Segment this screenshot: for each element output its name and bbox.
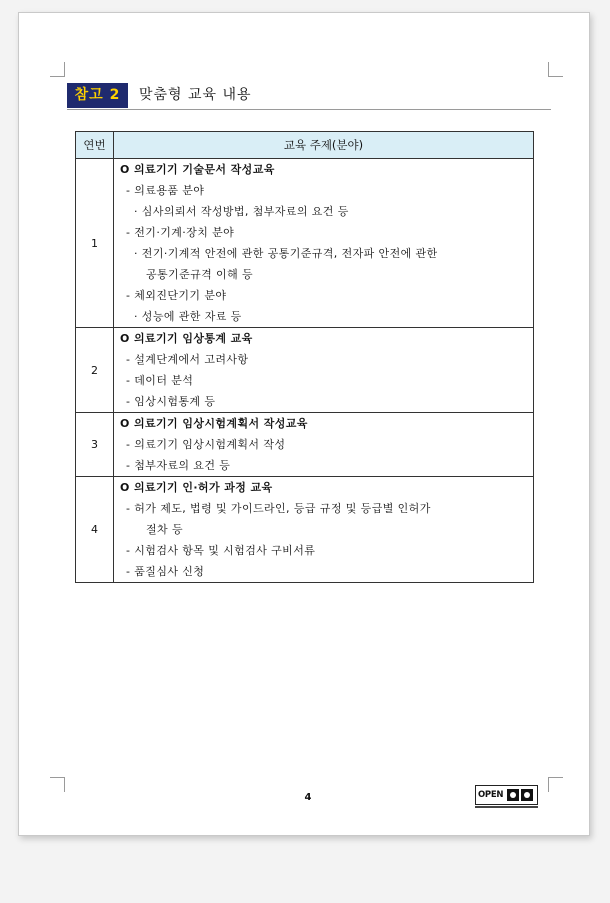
open-logo-text: OPEN: [478, 790, 504, 800]
topic-line: 공통기준규격 이해 등: [146, 268, 254, 281]
row-topic: [114, 159, 534, 328]
table-row: [76, 328, 534, 413]
topic-line: - 의료용품 분야: [126, 184, 205, 197]
table-row: [76, 477, 534, 583]
row-number: 1: [76, 159, 114, 328]
section-title: 맞춤형 교육 내용: [139, 87, 252, 103]
topic-line: - 품질심사 신청: [126, 565, 205, 578]
topic-line: - 의료기기 임상시험계획서 작성: [126, 438, 286, 451]
row-number: 3: [76, 413, 114, 477]
header-topic: 교육 주제(분야): [114, 132, 534, 159]
topic-line: - 전기·기계·장치 분야: [126, 226, 235, 239]
topic-line: 절차 등: [146, 523, 183, 536]
crop-mark-top-right: [548, 62, 563, 77]
table-row: [76, 413, 534, 477]
row-topic: [114, 413, 534, 477]
education-table: [75, 131, 534, 583]
attribution-icon: [507, 789, 519, 801]
topic-line: - 데이터 분석: [126, 374, 194, 387]
crop-mark-bottom-right: [548, 777, 563, 792]
row-topic: [114, 328, 534, 413]
row-topic: [114, 477, 534, 583]
topic-heading: O 의료기기 임상통계 교육: [120, 332, 253, 345]
noncommercial-icon: [521, 789, 533, 801]
crop-mark-top-left: [50, 62, 65, 77]
topic-line: - 체외진단기기 분야: [126, 289, 227, 302]
crop-mark-bottom-left: [50, 777, 65, 792]
logo-underline: [475, 806, 538, 808]
topic-line: - 시험검사 항목 및 시험검사 구비서류: [126, 544, 316, 557]
topic-line: - 임상시험통계 등: [126, 395, 216, 408]
topic-line: - 설계단계에서 고려사항: [126, 353, 249, 366]
table-header-row: [76, 132, 534, 159]
table-body: [76, 159, 534, 583]
topic-line: - 허가 제도, 법령 및 가이드라인, 등급 규정 및 등급별 인허가: [126, 502, 431, 515]
table-row: [76, 159, 534, 328]
topic-heading: O 의료기기 인·허가 과정 교육: [120, 481, 273, 494]
header-no: 연번: [76, 132, 114, 159]
row-number: 2: [76, 328, 114, 413]
page-number: 4: [304, 792, 312, 803]
open-license-logo: [475, 785, 538, 805]
topic-line: - 첨부자료의 요건 등: [126, 459, 231, 472]
section-header: [67, 83, 551, 110]
topic-line: · 전기·기계적 안전에 관한 공통기준규격, 전자파 안전에 관한: [134, 247, 438, 260]
topic-heading: O 의료기기 기술문서 작성교육: [120, 163, 275, 176]
topic-line: · 성능에 관한 자료 등: [134, 310, 242, 323]
topic-line: · 심사의뢰서 작성방법, 첨부자료의 요건 등: [134, 205, 349, 218]
row-number: 4: [76, 477, 114, 583]
reference-badge: 참고 2: [67, 83, 128, 108]
topic-heading: O 의료기기 임상시험계획서 작성교육: [120, 417, 308, 430]
